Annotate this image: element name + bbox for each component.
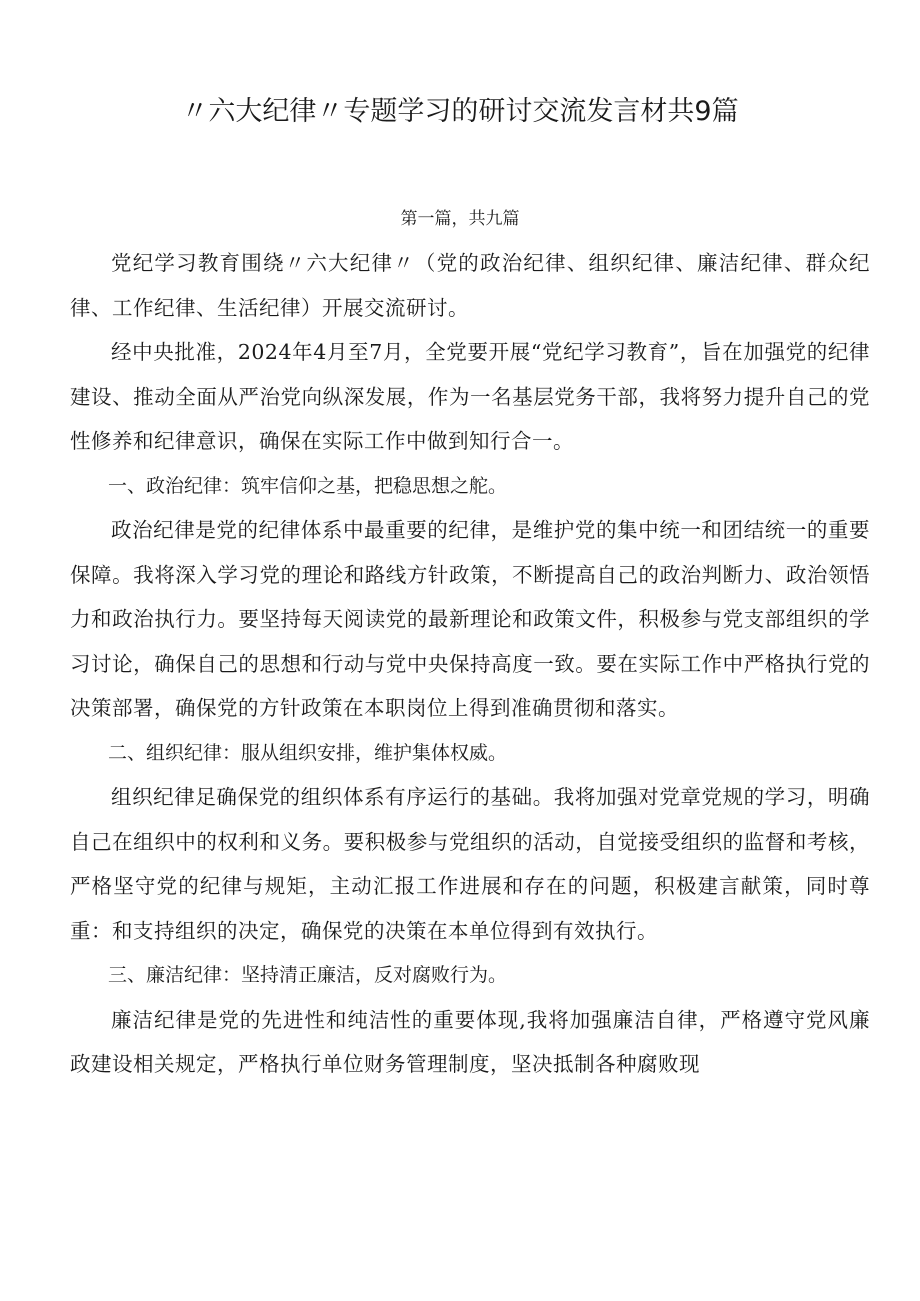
section-text-integrity: 廉洁纪律是党的先进性和纯洁性的重要体现,我将加强廉洁自律，严格遵守党风廉政建设相关规定，严格执行单位财务管理制度，坚决抵制各种腐败现 [70,1007,870,1076]
section-text-organizational: 组织纪律足确保党的组织体系有序运行的基础。我将加强对党章党规的学习，明确自己在组织中的权利和义务。要积极参与党组织的活动，自觉接受组织的监督和考核，严格坚守党的纪律与规矩，主动汇报工作进展和存在的问题，积极建言献策，同时尊重：和支持组织的决定，确保党的决策在本单位得到有效执行。 [70,785,870,943]
section-heading-political: 一、政治纪律：筑牢信仰之基，把稳思想之舵。 [108,474,508,497]
document-title: 〃六大纪律〃专题学习的研讨交流发言材共9篇 [181,96,739,127]
section-heading-integrity: 三、廉洁纪律：坚持清正廉洁，反对腐败行为。 [108,964,508,986]
document-body [70,241,870,1087]
section-heading-organizational: 二、组织纪律：服从组织安排，维护集体权威。 [108,741,508,764]
section-text-political: 政治纪律是党的纪律体系中最重要的纪律，是维护党的集中统一和团结统一的重要保障。我将深入学习党的理论和路线方针政策，不断提高自己的政治判断力、政治领悟力和政治执行力。要坚持每天阅读党的最新理论和政策文件，积极参与党支部组织的学习讨论，确保自己的思想和行动与党中央保持高度一致。要在实际工作中严格执行党的决策部署，确保党的方针政策在本职岗位上得到准确贯彻和落实。 [70,518,870,720]
part-heading: 第一篇，共九篇 [400,209,520,229]
background-paragraph: 经中央批准，2024年4月至7月，全党要开展“党纪学习教育”，旨在加强党的纪律建设、推动全面从严治党向纵深发展，作为一名基层党务干部，我将努力提升自己的党性修养和纪律意识，确保在实际工作中做到知行合一。 [70,340,870,453]
intro-paragraph: 党纪学习教育围绕〃六大纪律〃（党的政治纪律、组织纪律、廉洁纪律、群众纪律、工作纪律、生活纪律）开展交流研讨。 [70,251,870,320]
